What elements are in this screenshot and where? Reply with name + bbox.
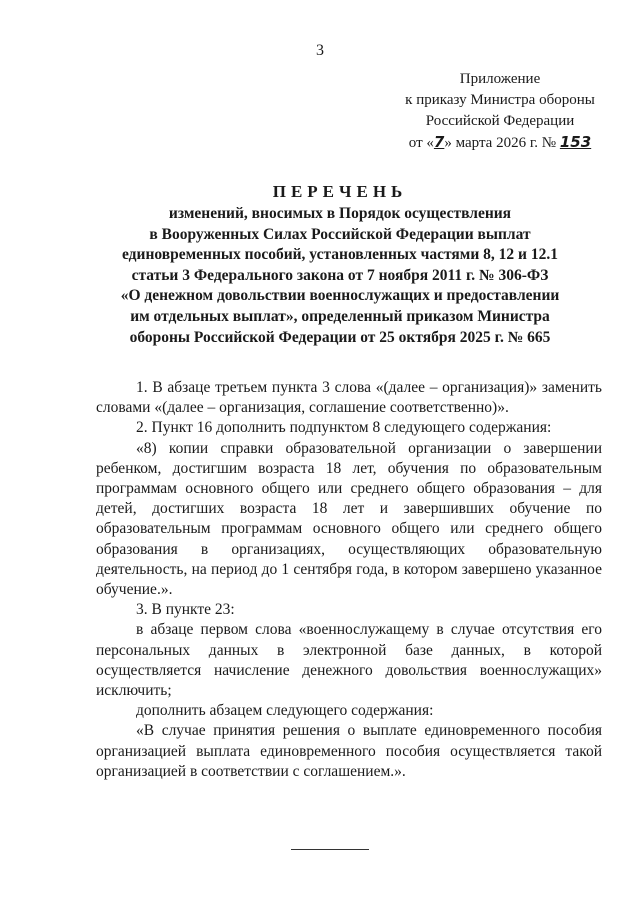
appendix-federation: Российской Федерации <box>425 113 575 129</box>
handwritten-order-number: 153 <box>559 133 592 151</box>
paragraph-item-2: 2. Пункт 16 дополнить подпунктом 8 следующего содержания: <box>136 419 552 437</box>
document-title <box>60 180 620 348</box>
handwritten-day: 7 <box>433 133 445 151</box>
paragraph-add-abzac: дополнить абзацем следующего содержания: <box>136 702 434 720</box>
title-line: изменений, вносимых в Порядок осуществления <box>168 205 512 222</box>
document-body <box>96 378 602 782</box>
paragraph-item-3: 3. В пункте 23: <box>136 601 235 619</box>
paragraph-item-1: 1. В абзаце третьем пункта 3 слова «(далее – организация)» заменить словами «(далее – организация, соглашение соответственно)». <box>96 379 602 417</box>
date-middle: » марта 2026 г. № <box>444 135 557 151</box>
appendix-date-line <box>380 132 620 154</box>
paragraph-new-abzac: «В случае принятия решения о выплате единовременного пособия организацией выплата единовременного пособия осуществляется такой организацией в соответствии с соглашением.». <box>96 722 602 780</box>
title-line: им отдельных выплат», определенный приказом Министра <box>130 307 550 325</box>
title-line: статьи 3 Федерального закона от 7 ноября 2011 г. № 306-ФЗ <box>131 266 549 284</box>
title-line: в Вооруженных Силах Российской Федерации выплат <box>149 225 531 243</box>
closing-divider <box>291 849 369 850</box>
title-heading: ПЕРЕЧЕНЬ <box>272 182 408 201</box>
appendix-label: Приложение <box>459 71 541 87</box>
title-line: «О денежном довольствии военнослужащих и предоставлении <box>120 287 560 305</box>
page-number: 3 <box>316 42 324 59</box>
paragraph-subitem-8: «8) копии справки образовательной организации о завершении ребенком, достигшим возраста 18 лет, обучения по образовательным программам основного общего или среднего общего образования – для детей, достигших возраста 18 лет и завершивших обучение по образовательным программам основного общего или среднего общего образования в организациях, осуществляющих образовательную деятельность, на период до 1 сентября года, в котором завершено указанное обучение.». <box>96 439 602 599</box>
date-prefix: от « <box>408 135 434 151</box>
appendix-order-ref: к приказу Министра обороны <box>405 92 595 108</box>
paragraph-abzac-first: в абзаце первом слова «военнослужащему в случае отсутствия его персональных данных в электронной базе данных, в которой осуществляется начисление денежного довольствия военнослужащих» исключить; <box>96 621 602 700</box>
title-line: единовременных пособий, установленных частями 8, 12 и 12.1 <box>122 246 558 264</box>
appendix-header <box>380 69 620 154</box>
title-line: обороны Российской Федерации от 25 октября 2025 г. № 665 <box>129 328 551 346</box>
